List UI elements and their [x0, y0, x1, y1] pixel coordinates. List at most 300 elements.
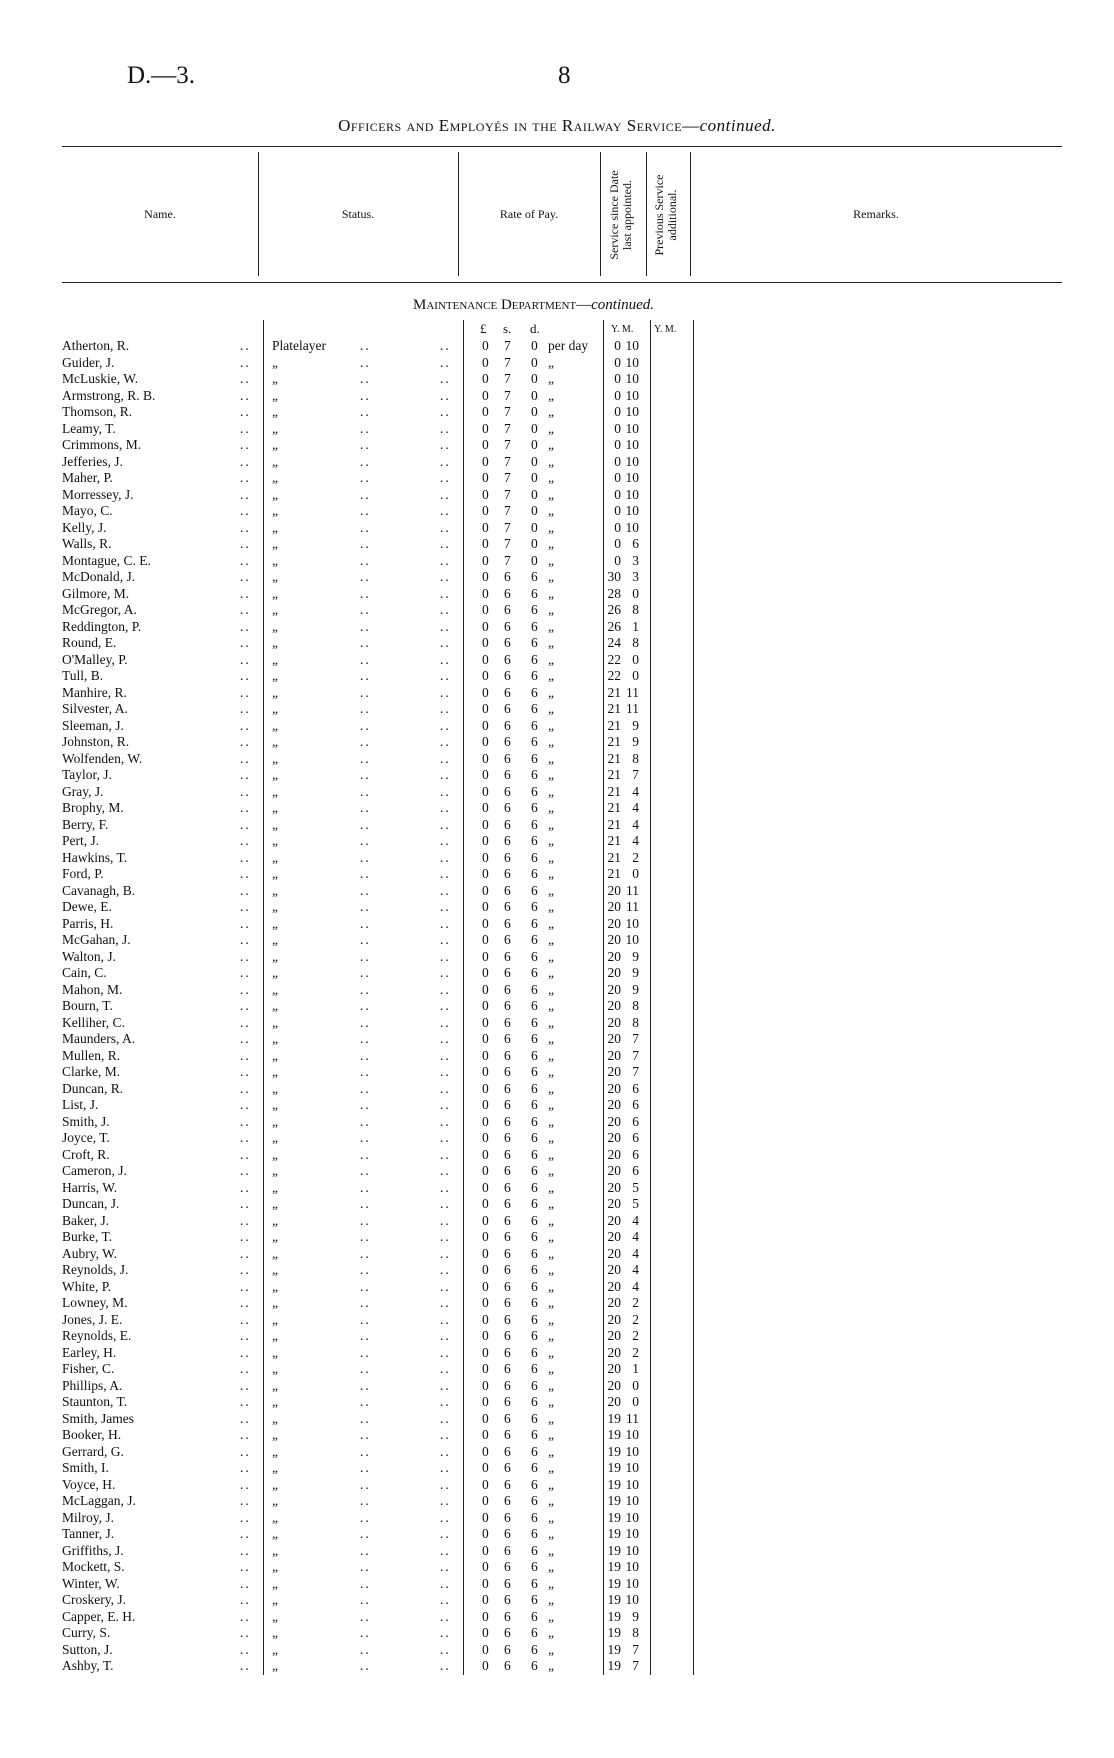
leader-dots: ..	[240, 651, 251, 667]
pay-period: „	[548, 1493, 554, 1508]
pay-period: „	[548, 915, 554, 931]
service-months: 9	[632, 1608, 639, 1624]
pay-pence: 6	[531, 932, 538, 947]
column-header-service-line2: last appointed.	[620, 180, 634, 250]
table-row	[0, 1180, 1114, 1197]
service-years: 28	[607, 585, 621, 601]
leader-dots: ..	[440, 1641, 451, 1657]
leader-dots: ..	[240, 387, 251, 403]
employee-name: Crimmons, M.	[62, 437, 142, 452]
leader-dots: ..	[440, 486, 451, 502]
leader-dots: ..	[240, 585, 251, 601]
employee-status: „	[272, 569, 278, 584]
employee-name: Smith, I.	[62, 1460, 109, 1475]
pay-shillings: 7	[504, 503, 511, 518]
pay-pounds: 0	[482, 1509, 489, 1525]
service-years: 0	[614, 453, 621, 469]
employee-status: „	[272, 618, 278, 634]
service-years: 20	[607, 1047, 621, 1063]
table-row	[0, 602, 1114, 619]
employee-status: „	[272, 899, 278, 914]
pay-shillings: 6	[504, 1542, 511, 1558]
table-row	[0, 1460, 1114, 1477]
pay-pounds: 0	[482, 1163, 489, 1178]
employee-status: „	[272, 437, 278, 452]
employee-name: Wolfenden, W.	[62, 750, 143, 766]
service-months: 10	[625, 420, 639, 436]
table-row	[0, 421, 1114, 438]
employee-status: „	[272, 767, 278, 782]
pay-period: „	[548, 618, 554, 634]
employee-status: „	[272, 651, 278, 667]
employee-status: „	[272, 404, 278, 419]
service-years: 20	[607, 1361, 621, 1376]
pay-period: „	[548, 668, 554, 683]
pay-pounds: 0	[482, 783, 489, 799]
pay-shillings: 6	[504, 585, 511, 601]
service-years: 20	[607, 1245, 621, 1261]
column-header-rate: Rate of Pay.	[499, 207, 559, 221]
pay-shillings: 6	[504, 717, 511, 733]
leader-dots: ..	[360, 1460, 371, 1475]
employee-status: „	[272, 1130, 278, 1145]
pay-shillings: 6	[504, 1031, 511, 1046]
pay-pounds: 0	[482, 453, 489, 469]
pay-pounds: 0	[482, 338, 489, 353]
section-heading-continued: continued.	[591, 297, 655, 313]
pay-period: „	[548, 998, 554, 1013]
pay-shillings: 6	[504, 1443, 511, 1459]
pay-pence: 6	[531, 915, 538, 931]
leader-dots: ..	[360, 701, 371, 716]
service-months: 6	[632, 1113, 639, 1129]
service-years: 20	[607, 1262, 621, 1277]
pay-shillings: 6	[504, 1278, 511, 1294]
table-row	[0, 1427, 1114, 1444]
column-header-remarks: Remarks.	[853, 207, 899, 221]
pay-pence: 6	[531, 1047, 538, 1063]
leader-dots: ..	[440, 1014, 451, 1030]
employee-name: McLuskie, W.	[62, 371, 139, 386]
table-row	[0, 1625, 1114, 1642]
pay-period: „	[548, 503, 554, 518]
pay-pounds: 0	[482, 1427, 489, 1442]
service-months: 10	[625, 470, 639, 485]
pay-pence: 6	[531, 1080, 538, 1096]
table-row	[0, 718, 1114, 735]
pay-shillings: 6	[504, 734, 511, 749]
leader-dots: ..	[240, 750, 251, 766]
table-row	[0, 503, 1114, 520]
pay-shillings: 6	[504, 1575, 511, 1591]
pay-pence: 6	[531, 1427, 538, 1442]
employee-name: Booker, H.	[62, 1427, 122, 1442]
pay-pence: 6	[531, 1344, 538, 1360]
unit-pence: d.	[530, 321, 540, 336]
leader-dots: ..	[360, 1080, 371, 1096]
leader-dots: ..	[360, 1196, 371, 1211]
pay-pounds: 0	[482, 486, 489, 502]
employee-status: „	[272, 1427, 278, 1442]
pay-period: „	[548, 1311, 554, 1327]
pay-period: „	[548, 1278, 554, 1294]
employee-name: Winter, W.	[62, 1575, 120, 1591]
table-row	[0, 338, 1114, 355]
pay-pounds: 0	[482, 536, 489, 551]
employee-status: „	[272, 668, 278, 683]
leader-dots: ..	[440, 354, 451, 370]
pay-shillings: 6	[504, 684, 511, 700]
employee-name: Gerrard, G.	[62, 1443, 124, 1459]
leader-dots: ..	[440, 1344, 451, 1360]
pay-shillings: 7	[504, 371, 511, 386]
leader-dots: ..	[440, 849, 451, 865]
pay-period: „	[548, 1377, 554, 1393]
employee-status: „	[272, 1163, 278, 1178]
pay-period: „	[548, 1394, 554, 1409]
leader-dots: ..	[240, 882, 251, 898]
pay-pounds: 0	[482, 437, 489, 452]
employee-status: „	[272, 1097, 278, 1112]
employee-name: Thomson, R.	[62, 404, 133, 419]
pay-shillings: 6	[504, 833, 511, 848]
leader-dots: ..	[240, 1080, 251, 1096]
pay-pounds: 0	[482, 420, 489, 436]
leader-dots: ..	[240, 1493, 251, 1508]
employee-name: Berry, F.	[62, 816, 109, 832]
leader-dots: ..	[240, 998, 251, 1013]
pay-shillings: 7	[504, 354, 511, 370]
pay-pounds: 0	[482, 404, 489, 419]
leader-dots: ..	[240, 470, 251, 485]
leader-dots: ..	[240, 453, 251, 469]
pay-pounds: 0	[482, 684, 489, 700]
pay-shillings: 6	[504, 816, 511, 832]
service-years: 21	[607, 767, 621, 782]
pay-period: „	[548, 866, 554, 881]
pay-shillings: 6	[504, 866, 511, 881]
leader-dots: ..	[360, 338, 371, 353]
column-header-previous	[653, 155, 683, 275]
pay-pence: 6	[531, 1229, 538, 1244]
pay-pence: 6	[531, 849, 538, 865]
table-row	[0, 569, 1114, 586]
service-years: 19	[607, 1559, 621, 1574]
pay-shillings: 6	[504, 1608, 511, 1624]
pay-pounds: 0	[482, 585, 489, 601]
leader-dots: ..	[440, 1328, 451, 1343]
leader-dots: ..	[360, 354, 371, 370]
service-years: 20	[607, 1113, 621, 1129]
service-years: 20	[607, 1311, 621, 1327]
service-years: 21	[607, 816, 621, 832]
leader-dots: ..	[360, 1509, 371, 1525]
employee-status: „	[272, 965, 278, 980]
service-months: 0	[632, 585, 639, 601]
employee-name: Curry, S.	[62, 1625, 111, 1640]
pay-pounds: 0	[482, 1410, 489, 1426]
pay-period: „	[548, 1064, 554, 1079]
leader-dots: ..	[360, 833, 371, 848]
pay-pounds: 0	[482, 1014, 489, 1030]
leader-dots: ..	[360, 717, 371, 733]
employee-status: „	[272, 519, 278, 535]
pay-pence: 6	[531, 635, 538, 650]
employee-name: Phillips, A.	[62, 1377, 123, 1393]
table-row	[0, 1130, 1114, 1147]
employee-name: Morressey, J.	[62, 486, 134, 502]
pay-pounds: 0	[482, 519, 489, 535]
table-row	[0, 1262, 1114, 1279]
pay-pence: 6	[531, 767, 538, 782]
table-row	[0, 437, 1114, 454]
section-heading	[413, 297, 654, 314]
document-reference: D.—3.	[127, 62, 196, 89]
service-years: 19	[607, 1592, 621, 1607]
service-months: 10	[625, 1460, 639, 1475]
employee-status: „	[272, 1113, 278, 1129]
service-years: 0	[614, 420, 621, 436]
leader-dots: ..	[440, 915, 451, 931]
table-row	[0, 817, 1114, 834]
leader-dots: ..	[440, 1130, 451, 1145]
table-row	[0, 1394, 1114, 1411]
pay-period: „	[548, 948, 554, 964]
service-months: 5	[632, 1179, 639, 1195]
pay-period: „	[548, 849, 554, 865]
employee-name: Aubry, W.	[62, 1245, 118, 1261]
employee-name: Smith, J.	[62, 1113, 110, 1129]
service-years: 21	[607, 833, 621, 848]
pay-pounds: 0	[482, 1526, 489, 1541]
table-row	[0, 1048, 1114, 1065]
pay-shillings: 6	[504, 602, 511, 617]
employee-name: Leamy, T.	[62, 420, 116, 436]
leader-dots: ..	[240, 1212, 251, 1228]
leader-dots: ..	[440, 1427, 451, 1442]
employee-name: Croft, R.	[62, 1146, 110, 1162]
table-row	[0, 899, 1114, 916]
pay-shillings: 6	[504, 915, 511, 931]
leader-dots: ..	[240, 1113, 251, 1129]
leader-dots: ..	[240, 1410, 251, 1426]
pay-pounds: 0	[482, 1542, 489, 1558]
service-months: 10	[625, 354, 639, 370]
pay-pounds: 0	[482, 1575, 489, 1591]
leader-dots: ..	[440, 1047, 451, 1063]
service-months: 10	[625, 503, 639, 518]
employee-name: Maher, P.	[62, 470, 113, 485]
pay-period: „	[548, 420, 554, 436]
leader-dots: ..	[360, 783, 371, 799]
leader-dots: ..	[440, 1229, 451, 1244]
pay-shillings: 6	[504, 1410, 511, 1426]
pay-shillings: 7	[504, 552, 511, 568]
service-years: 20	[607, 1179, 621, 1195]
service-years: 20	[607, 1394, 621, 1409]
leader-dots: ..	[240, 1328, 251, 1343]
leader-dots: ..	[240, 486, 251, 502]
pay-period: „	[548, 1047, 554, 1063]
employee-name: McGahan, J.	[62, 932, 131, 947]
leader-dots: ..	[440, 519, 451, 535]
leader-dots: ..	[360, 1047, 371, 1063]
pay-shillings: 6	[504, 618, 511, 634]
leader-dots: ..	[360, 849, 371, 865]
service-months: 10	[625, 1493, 639, 1508]
leader-dots: ..	[440, 948, 451, 964]
employee-name: Mullen, R.	[62, 1047, 121, 1063]
service-months: 8	[632, 750, 639, 766]
pay-pounds: 0	[482, 552, 489, 568]
service-months: 4	[632, 816, 639, 832]
pay-pounds: 0	[482, 1113, 489, 1129]
leader-dots: ..	[240, 338, 251, 353]
service-months: 4	[632, 1212, 639, 1228]
service-years: 19	[607, 1608, 621, 1624]
table-row	[0, 454, 1114, 471]
leader-dots: ..	[240, 1476, 251, 1492]
employee-status: „	[272, 1592, 278, 1607]
pay-period: „	[548, 1592, 554, 1607]
employee-status: „	[272, 1509, 278, 1525]
service-years: 19	[607, 1542, 621, 1558]
service-years: 19	[607, 1460, 621, 1475]
pay-pounds: 0	[482, 866, 489, 881]
leader-dots: ..	[440, 1031, 451, 1046]
pay-shillings: 6	[504, 1295, 511, 1310]
employee-status: „	[272, 717, 278, 733]
employee-status: „	[272, 1212, 278, 1228]
employee-table	[0, 338, 1114, 1675]
leader-dots: ..	[240, 734, 251, 749]
pay-pounds: 0	[482, 1377, 489, 1393]
leader-dots: ..	[240, 1031, 251, 1046]
leader-dots: ..	[440, 783, 451, 799]
pay-pence: 6	[531, 1641, 538, 1657]
pay-pounds: 0	[482, 701, 489, 716]
leader-dots: ..	[360, 1245, 371, 1261]
pay-period: „	[548, 536, 554, 551]
pay-pounds: 0	[482, 915, 489, 931]
employee-status: „	[272, 1410, 278, 1426]
leader-dots: ..	[240, 1542, 251, 1558]
table-row	[0, 520, 1114, 537]
column-header-name: Name.	[144, 207, 176, 221]
pay-pounds: 0	[482, 1278, 489, 1294]
leader-dots: ..	[360, 1113, 371, 1129]
pay-shillings: 6	[504, 783, 511, 799]
leader-dots: ..	[360, 1262, 371, 1277]
leader-dots: ..	[360, 420, 371, 436]
service-years: 24	[607, 635, 621, 650]
pay-period: „	[548, 1427, 554, 1442]
employee-name: Griffiths, J.	[62, 1542, 124, 1558]
employee-status: Platelayer	[272, 338, 326, 353]
service-years: 20	[607, 965, 621, 980]
employee-name: Johnston, R.	[62, 734, 130, 749]
pay-period: „	[548, 965, 554, 980]
service-months: 11	[626, 882, 639, 898]
pay-shillings: 6	[504, 1361, 511, 1376]
unit-shillings: s.	[503, 321, 512, 336]
employee-name: Gray, J.	[62, 783, 104, 799]
pay-period: „	[548, 453, 554, 469]
employee-name: Jones, J. E.	[62, 1311, 123, 1327]
service-years: 20	[607, 1328, 621, 1343]
leader-dots: ..	[360, 734, 371, 749]
employee-name: Voyce, H.	[62, 1476, 116, 1492]
pay-period: „	[548, 1361, 554, 1376]
leader-dots: ..	[240, 800, 251, 815]
leader-dots: ..	[240, 783, 251, 799]
service-months: 6	[632, 1080, 639, 1096]
table-row	[0, 1295, 1114, 1312]
pay-period: „	[548, 1608, 554, 1624]
employee-name: Cameron, J.	[62, 1163, 127, 1178]
leader-dots: ..	[440, 1097, 451, 1112]
service-years: 0	[614, 486, 621, 502]
employee-status: „	[272, 536, 278, 551]
pay-shillings: 6	[504, 1526, 511, 1541]
pay-period: „	[548, 1179, 554, 1195]
employee-status: „	[272, 1146, 278, 1162]
pay-pence: 6	[531, 800, 538, 815]
pay-pence: 6	[531, 965, 538, 980]
table-row	[0, 1543, 1114, 1560]
leader-dots: ..	[360, 486, 371, 502]
pay-period: „	[548, 602, 554, 617]
leader-dots: ..	[240, 1658, 251, 1673]
pay-shillings: 6	[504, 1476, 511, 1492]
pay-pence: 6	[531, 1410, 538, 1426]
leader-dots: ..	[440, 1394, 451, 1409]
table-row	[0, 751, 1114, 768]
service-months: 7	[632, 767, 639, 782]
pay-pounds: 0	[482, 1097, 489, 1112]
pay-period: per day	[548, 338, 589, 353]
employee-status: „	[272, 1047, 278, 1063]
leader-dots: ..	[360, 816, 371, 832]
table-row	[0, 1510, 1114, 1527]
pay-period: „	[548, 1097, 554, 1112]
service-months: 6	[632, 536, 639, 551]
employee-status: „	[272, 882, 278, 898]
table-row	[0, 1444, 1114, 1461]
leader-dots: ..	[240, 519, 251, 535]
service-months: 3	[632, 552, 639, 568]
service-months: 9	[632, 948, 639, 964]
service-years: 20	[607, 1163, 621, 1178]
column-header-service-line1: Service since Date	[607, 170, 621, 260]
table-row	[0, 355, 1114, 372]
service-months: 6	[632, 1146, 639, 1162]
pay-period: „	[548, 1163, 554, 1178]
pay-shillings: 6	[504, 701, 511, 716]
table-row	[0, 1493, 1114, 1510]
leader-dots: ..	[240, 1196, 251, 1211]
employee-name: Silvester, A.	[62, 701, 128, 716]
pay-period: „	[548, 651, 554, 667]
pay-period: „	[548, 1295, 554, 1310]
leader-dots: ..	[360, 1295, 371, 1310]
leader-dots: ..	[440, 1575, 451, 1591]
employee-status: „	[272, 981, 278, 997]
leader-dots: ..	[240, 1443, 251, 1459]
leader-dots: ..	[240, 1097, 251, 1112]
service-months: 6	[632, 1163, 639, 1178]
service-months: 10	[625, 1575, 639, 1591]
